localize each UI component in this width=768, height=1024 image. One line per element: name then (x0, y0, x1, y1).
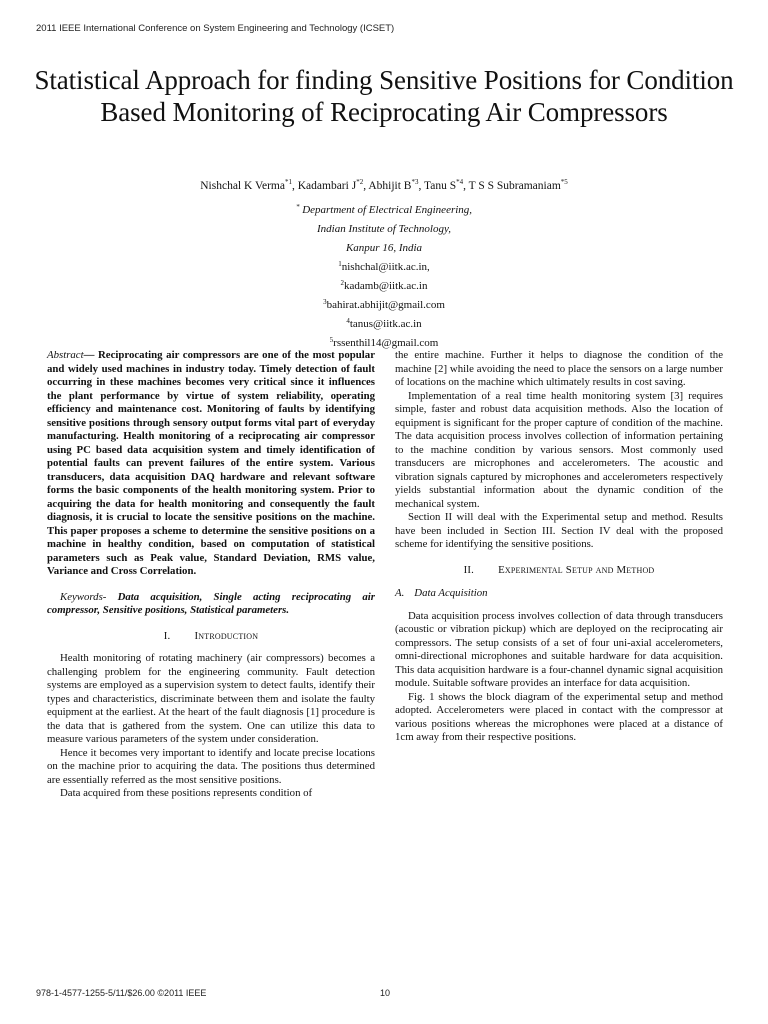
email-line: $^5$rssenthil14@gmail.com (329, 336, 439, 349)
keywords (47, 591, 375, 618)
author-sup: *2 (356, 178, 364, 186)
author-sup: *1 (284, 178, 292, 186)
paragraph: Data acquisition process involves collection of data through transducers (acoustic or vibration pickup) which are deployed on the reciprocating air compressors. The setup consists of a set of four uni-axial accelerometers, omni-directional microphones and suitable hardware for data acquisition. This data acquisition hardware is a four-channel dynamic signal acquisition module. Suitable software provides an interface for data acquisition. (395, 609, 723, 689)
email-line: $^3$bahirat.abhijit@gmail.com (323, 298, 445, 311)
paragraph-continuation: the entire machine. Further it helps to diagnose the condition of the machine [2] while avoiding the need to place the sensors on a large number of locations on the machine which ultimately results in cost saving. (395, 349, 723, 388)
abstract-text: — Reciprocating air compressors are one of the most popular and widely used machines in industry today. Timely detection of fault occurring in these machines becomes very critical since it influences the plant performance by virtue of system reliability, operating efficiency and maintenance cost. Monitoring of faults by identifying sensitive positions through sensory output forms vital part of everyday manufacturing. Health monitoring of a reciprocating air compressor using PC based data acquisition system and timely identification of potential faults can prevent failures of the entire system. Various transducers, data acquisition DAQ hardware and relevant software forms the basic components of the health monitoring system. Prior to acquiring the data for health monitoring and consequently the fault diagnosis, it is crucial to locate the sensitive positions on the machine. This paper proposes a scheme to determine the sensitive positions on a machine in healthy condition, based on computation of statistical parameters such as Peak value, Standard Deviation, RMS value, Variance and Cross Correlation. (47, 349, 375, 577)
section-heading-experimental: II. Experimental Setup and Method (463, 563, 655, 576)
author-sup: *3 (411, 178, 419, 186)
author-name: Nishchal K Verma (200, 180, 285, 192)
affiliation-block (0, 201, 768, 353)
paragraph: Data acquired from these positions represents condition of (60, 787, 313, 799)
keywords-text: Data acquisition, Single acting reciprocating air compressor, Sensitive positions, Statistical parameters. (47, 590, 375, 616)
paragraph: Section II will deal with the Experimental setup and method. Results have been included in Section III. Section IV deal with the proposed scheme for identifying the sensitive positions. (395, 511, 723, 550)
left-column (47, 349, 375, 801)
author-name: Abhijit B (368, 180, 412, 192)
paragraph: Health monitoring of rotating machinery (air compressors) becomes a challenging problem for the engineering community. Fault detection systems are employed as a supervision system to detect faults, identify their types and characteristics, discriminate between them and isolate the faulty equipment at the earliest. At the heart of the fault diagnosis [1] procedure is the data that is gathered from the system. One can utilize this data to measure various parameters of the system under consideration. (47, 652, 375, 745)
author-sup: *5 (560, 178, 568, 186)
abstract-label: Abstract (47, 349, 84, 361)
author-sup: *4 (456, 178, 464, 186)
section-heading-introduction: I. Introduction (163, 629, 259, 642)
paper-title: Statistical Approach for finding Sensitive Positions for Condition Based Monitoring of Reciprocating Air Compressors (34, 65, 734, 127)
abstract (47, 349, 375, 579)
author-name: Tanu S (424, 180, 457, 192)
author-name: Kadambari J (297, 180, 357, 192)
keywords-label: Keywords- (60, 590, 107, 603)
institute: Indian Institute of Technology, (316, 223, 452, 235)
page-number: 10 (380, 988, 391, 998)
dept-sup: * (295, 203, 300, 211)
paragraph: Implementation of a real time health monitoring system [3] requires simple, faster and robust data acquisition methods. Also the location of equipment is significant for the proper capture of condition of the machine. The data acquisition process involves collection of information pertaining to the machine condition by various sensors. Most commonly used transducers are microphones and accelerometers. The acoustic and vibration signals captured by microphones and accelerometers respectively yields substantial information about the dynamic condition of the mechanical system. (395, 389, 723, 510)
department: * Department of Electrical Engineering, (295, 203, 473, 216)
city: Kanpur 16, India (345, 242, 423, 254)
email-line: $^2$kadamb@iitk.ac.in (340, 279, 428, 292)
paragraph: Fig. 1 shows the block diagram of the experimental setup and method adopted. Accelerometers were placed in contact with the compressor at various positions whereas the microphones were placed at a distance of 1cm away from their respective positions. (395, 690, 723, 743)
right-column (395, 349, 723, 745)
footer-isbn: 978-1-4577-1255-5/11/$26.00 ©2011 IEEE (36, 988, 207, 998)
email-line: $^1$nishchal@iitk.ac.in, (338, 260, 430, 273)
subsection-heading: A. Data Acquisition (395, 587, 488, 599)
paragraph: Hence it becomes very important to identify and locate precise locations on the machine prior to acquiring the data. The positions thus determined are essentially referred as the most sensitive positions. (47, 746, 375, 786)
author-list: Nishchal K Verma$^{*1}$, Kadambari $J^{*2}$, Abhijit $B^{*3}$, Tanu $S^{*4}$, T S S Subramaniam$^{*5}$ (200, 178, 568, 192)
author-name: T S S Subramaniam (468, 180, 561, 192)
conference-header: 2011 IEEE International Conference on System Engineering and Technology (ICSET) (36, 23, 395, 34)
email-line: $^4$tanus@iitk.ac.in (346, 317, 422, 330)
